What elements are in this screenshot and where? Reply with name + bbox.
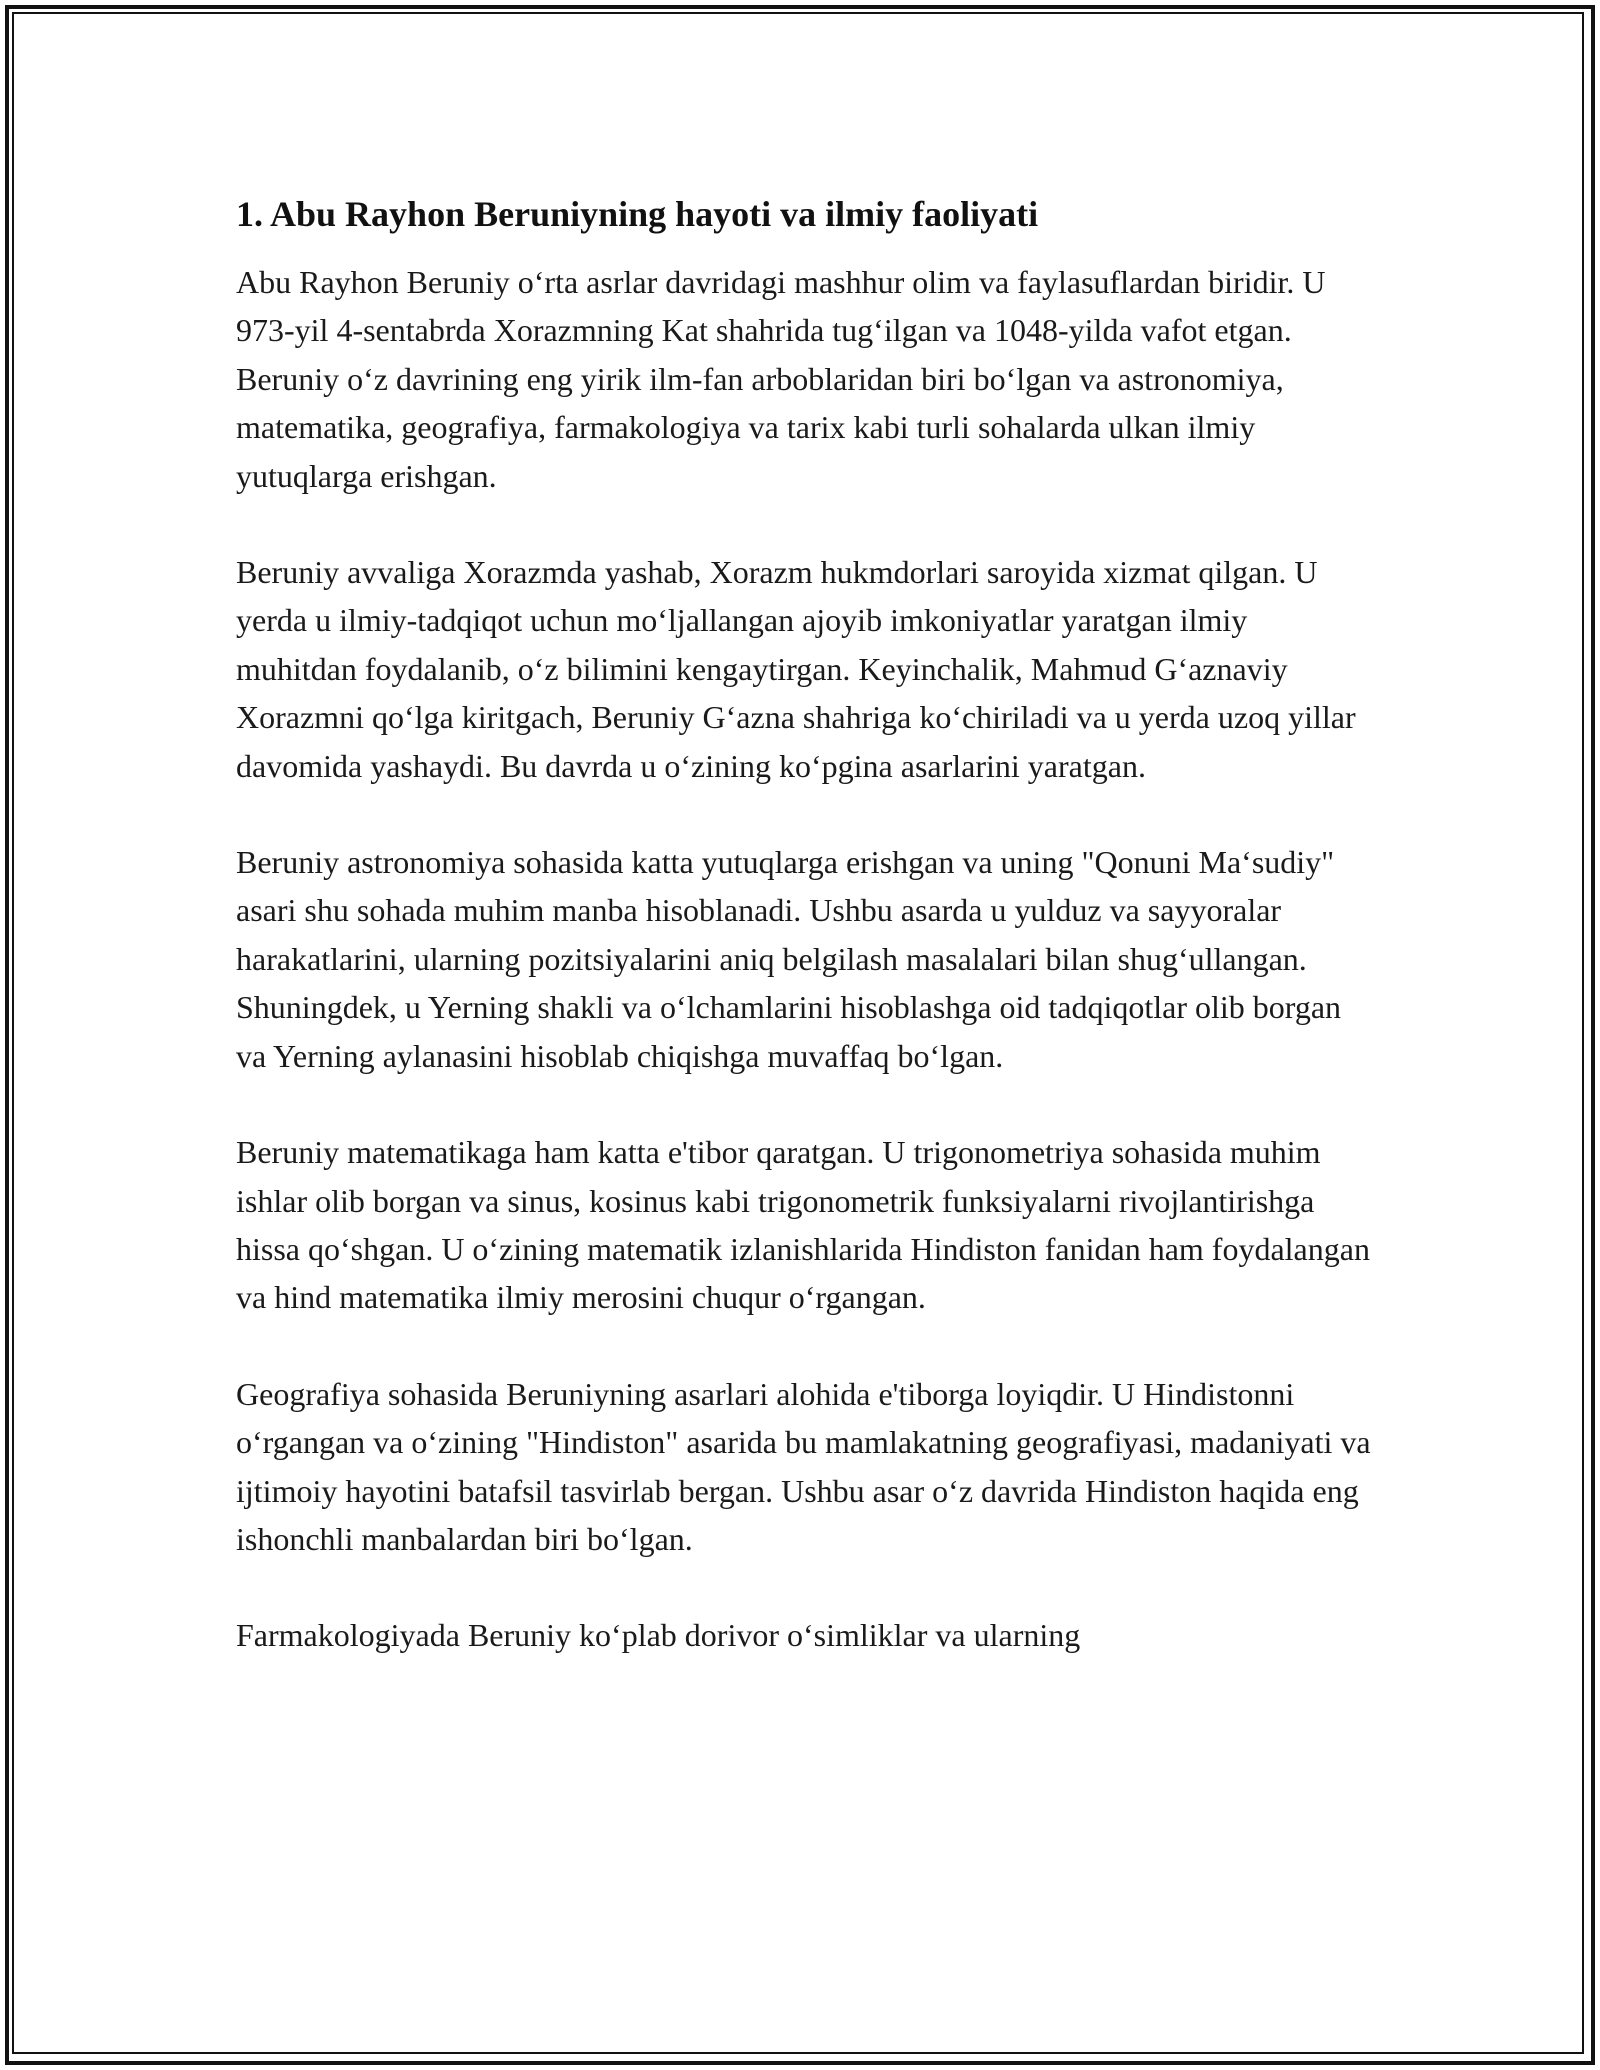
paragraph-astronomy: Beruniy astronomiya sohasida katta yutuqlarga erishgan va uning "Qonuni Ma‘sudiy" asari shu sohada muhim manba hisoblanadi. Ushbu asarda u yulduz va sayyoralar harakatlarini, ularning pozitsiyalarini aniq belgilash masalalari bilan shug‘ullangan. Shuningdek, u Yerning shakli va o‘lchamlarini hisoblashga oid tadqiqotlar olib borgan va Yerning aylanasini hisoblab chiqishga muvaffaq bo‘lgan. bbox=[236, 844, 1342, 1074]
paragraph-intro: Abu Rayhon Beruniy o‘rta asrlar davridagi mashhur olim va faylasuflardan biridir. U 973-yil 4-sentabrda Xorazmning Kat shahrida tug‘ilgan va 1048-yilda vafot etgan. Beruniy o‘z davrining eng yirik ilm-fan arboblaridan biri bo‘lgan va astronomiya, matematika, geografiya, farmakologiya va tarix kabi turli sohalarda ulkan ilmiy yutuqlarga erishgan. bbox=[236, 264, 1326, 494]
paragraph-khorezm-ghazna: Beruniy avvaliga Xorazmda yashab, Xorazm hukmdorlari saroyida xizmat qilgan. U yerda u ilmiy-tadqiqot uchun mo‘ljallangan ajoyib imkoniyatlar yaratgan ilmiy muhitdan foydalanib, o‘z bilimini kengaytirgan. Keyinchalik, Mahmud G‘aznaviy Xorazmni qo‘lga kiritgach, Beruniy G‘azna shahriga ko‘chiriladi va u yerda uzoq yillar davomida yashaydi. Bu davrda u o‘zining ko‘pgina asarlarini yaratgan. bbox=[236, 554, 1356, 784]
paragraph-geography: Geografiya sohasida Beruniyning asarlari alohida e'tiborga loyiqdir. U Hindistonni o‘rgangan va o‘zining "Hindiston" asarida bu mamlakatning geografiyasi, madaniyati va ijtimoiy hayotini batafsil tasvirlab bergan. Ushbu asar o‘z davrida Hindiston haqida eng ishonchli manbalardan biri bo‘lgan. bbox=[236, 1375, 1371, 1557]
section-heading: 1. Abu Rayhon Beruniyning hayoti va ilmiy faoliyati bbox=[236, 194, 1039, 234]
paragraph-pharmacology: Farmakologiyada Beruniy ko‘plab dorivor o‘simliklar va ularning bbox=[236, 1617, 1081, 1654]
document-body bbox=[236, 188, 1376, 1708]
paragraph-mathematics: Beruniy matematikaga ham katta e'tibor qaratgan. U trigonometriya sohasida muhim ishlar olib borgan va sinus, kosinus kabi trigonometrik funksiyalarni rivojlantirishga hissa qo‘shgan. U o‘zining matematik izlanishlarida Hindiston fanidan ham foydalangan va hind matematika ilmiy merosini chuqur o‘rgangan. bbox=[236, 1134, 1370, 1316]
